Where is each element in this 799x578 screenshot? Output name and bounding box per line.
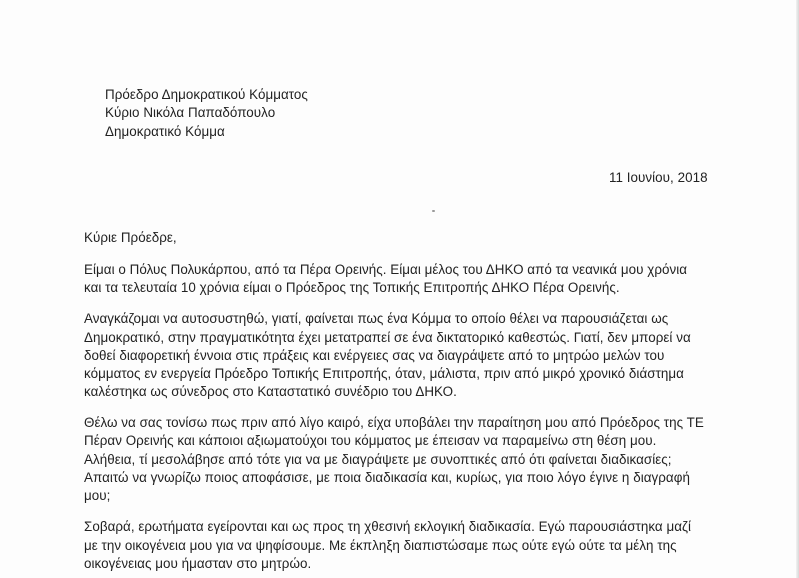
paragraph-3-line-3: Αλήθεια, τί μεσολάβησε από τότε για να με διαγράψετε με συνοπτικές από ότι φαίνεται διαδικασίες; <box>84 452 672 467</box>
recipient-line-1: Πρόεδρο Δημοκρατικού Κόμματος <box>105 87 308 102</box>
scan-speck <box>432 210 435 212</box>
paragraph-3-line-1: Θέλω να σας τονίσω πως πριν από λίγο καιρό, είχα υποβάλει την παραίτηση μου από Πρόεδρος της ΤΕ <box>84 415 704 430</box>
letter-date: 11 Ιουνίου, 2018 <box>609 170 708 185</box>
paragraph-2-line-2: Δημοκρατικό, στην πραγματικότητα έχει μετατραπεί σε ένα δικτατορικό καθεστώς. Γιατί, δεν μπορεί να <box>84 330 691 345</box>
paragraph-2-line-5: καλέστηκα ως σύνεδρος στο Καταστατικό συνέδριο του ΔΗΚΟ. <box>84 384 457 399</box>
recipient-line-3: Δημοκρατικό Κόμμα <box>105 124 225 139</box>
paragraph-2-line-3: δοθεί διαφορετική έννοια στις πράξεις και ενέργειες σας να διαγράψετε από το μητρώο μελών του <box>84 348 665 363</box>
paragraph-4-line-1: Σοβαρά, ερωτήματα εγείρονται και ως προς τη χθεσινή εκλογική διαδικασία. Εγώ παρουσιάστηκα μαζί <box>84 519 692 534</box>
paragraph-4-line-2: με την οικογένεια μου για να ψηφίσουμε. Με έκπληξη διαπιστώσαμε πως ούτε εγώ ούτε τα μέλη της <box>84 538 677 553</box>
paragraph-2-line-1: Αναγκάζομαι να αυτοσυστηθώ, γιατί, φαίνεται πως ένα Κόμμα το οποίο θέλει να παρουσιάζεται ως <box>84 311 669 326</box>
paragraph-1-line-2: και τα τελευταία 10 χρόνια είμαι ο Πρόεδρος της Τοπικής Επιτροπής ΔΗΚΟ Πέρα Ορεινής. <box>84 280 620 295</box>
recipient-line-2: Κύριο Νικόλα Παπαδόπουλο <box>105 105 276 120</box>
salutation: Κύριε Πρόεδρε, <box>84 230 177 245</box>
paragraph-3-line-2: Πέραν Ορεινής και κάποιοι αξιωματούχοι του κόμματος με έπεισαν να παραμείνω στη θέση μου. <box>84 433 657 448</box>
paragraph-3-line-5: μου; <box>84 488 111 503</box>
paragraph-2-line-4: κόμματος εν ενεργεία Πρόεδρο Τοπικής Επιτροπής, όταν, μάλιστα, πριν από μικρό χρονικό διάστημα <box>84 366 684 381</box>
paragraph-3-line-4: Απαιτώ να γνωρίζω ποιος αποφάσισε, με ποια διαδικασία και, κυρίως, για ποιο λόγο έγινε η διαγραφή <box>84 470 690 485</box>
paragraph-1-line-1: Είμαι ο Πόλυς Πολυκάρπου, από τα Πέρα Ορεινής. Είμαι μέλος του ΔΗΚΟ από τα νεανικά μου χρόνια <box>84 262 688 277</box>
paragraph-4-line-3: οικογένειας μου ήμασταν στο μητρώο. <box>84 556 312 571</box>
